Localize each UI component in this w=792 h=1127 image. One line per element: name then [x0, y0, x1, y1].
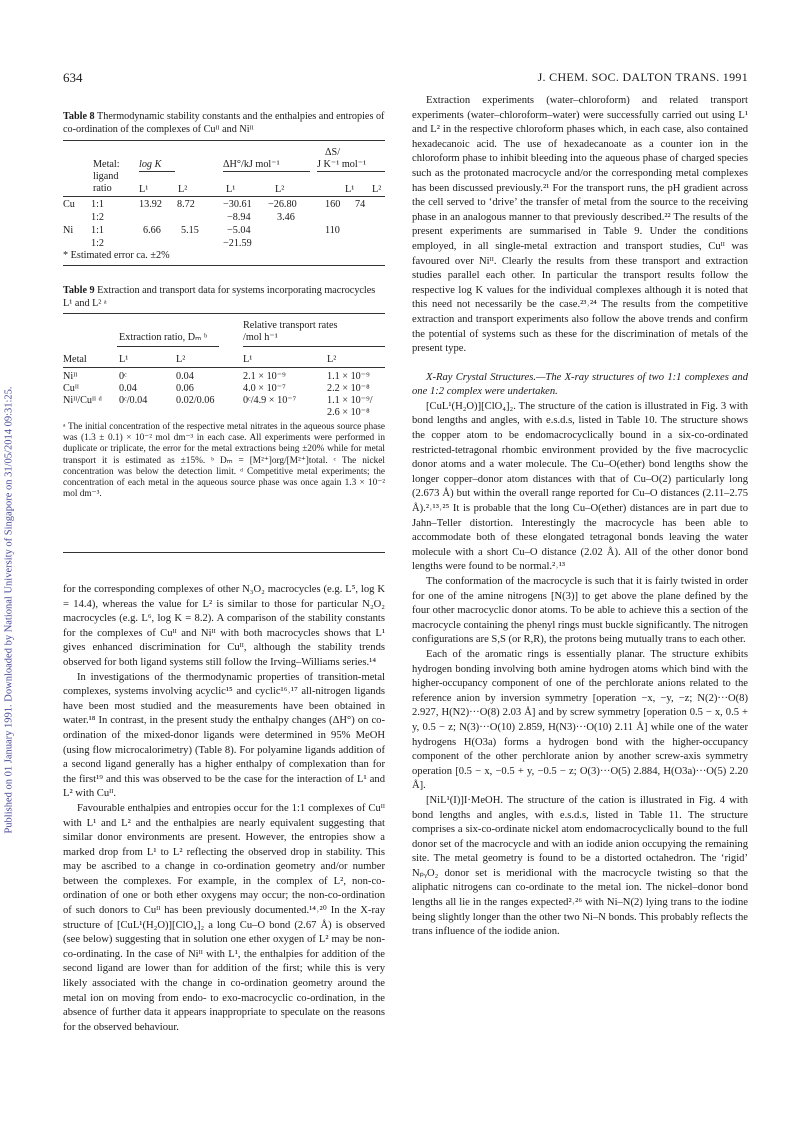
table9-r3-metal: Niᴵᴵ/Cuᴵᴵ ᵈ: [63, 395, 102, 406]
table8-r3-logk1: 6.66: [143, 225, 161, 236]
table8-r3-ds1: 110: [325, 225, 340, 236]
table8-r3-ratio: 1:1: [91, 225, 105, 236]
table9-caption-text: Extraction and transport data for systems incorporating macrocycles L¹ and L² ᵃ: [63, 285, 376, 309]
table8-r1-metal: Cu: [63, 199, 75, 210]
table9-r3-ext2: 0.02/0.06: [176, 395, 215, 406]
table8-r1-ratio: 1:1: [91, 199, 105, 210]
table8-ds-rule: [317, 171, 385, 172]
table9-head-rule: [63, 367, 385, 368]
table8-ds-l1: L¹: [345, 184, 355, 195]
table9-bottom-rule: [63, 552, 385, 553]
table8-head-ds2: J K⁻¹ mol⁻¹: [317, 159, 367, 170]
table8-top-rule: [63, 140, 385, 141]
table9-r3-tr1: 0ᶜ/4.9 × 10⁻⁷: [243, 395, 297, 406]
right-paragraph-2: X-Ray Crystal Structures.—The X-ray structures of two 1:1 complexes and one 1:2 complex were undertaken.: [412, 371, 748, 398]
table8-footnote: * Estimated error ca. ±2%: [63, 250, 170, 261]
table9-r2-tr1: 4.0 × 10⁻⁷: [243, 383, 286, 394]
table8-caption-text: Thermodynamic stability constants and the enthalpies and entropies of co-ordination of the complexes of Cuᴵᴵ and Niᴵᴵ: [63, 111, 385, 135]
table8-r1-dh2: −26.80: [268, 199, 297, 210]
right-paragraph-6: [NiL¹(I)]I·MeOH. The structure of the cation is illustrated in Fig. 4 with bond lengths and angles, with e.s.d.s, listed in Table 11. The structure comprises a six-co-ordinate nickel atom endomacrocyclically bound to the full donor set of the macrocycle and with an iodide anion occupying the remaining site. The metal geometry is found to be a distorted octahedron. The ‘rigid’ NₚᵧO₂ donor set is meridional with the macrocycle twisting so that the aliphatic nitrogens can co-ordinate to the metal ion. The nickel–donor bond lengths all lie in the ranges expected²˒²⁶ with Ni–N(2) lying trans to the iodine being slightly longer than the other two Ni–N bonds. This probably reflects the trans influence of the iodide anion.: [412, 794, 748, 938]
download-notice-text: Published on 01 January 1991. Downloaded by National University of Singapore on 31/05/2014 09:31:25.: [3, 386, 15, 834]
table8-head-dh: ΔH°/kJ mol⁻¹: [223, 159, 280, 170]
table9-ext-l2: L²: [176, 354, 186, 365]
right-column-text: [412, 94, 748, 940]
table8-dh-l1: L¹: [226, 184, 236, 195]
table9-head-metal: Metal: [63, 354, 87, 365]
table9-tr-l1: L¹: [243, 354, 253, 365]
table8-r1-dh1: −30.61: [223, 199, 252, 210]
table8-r4-ratio: 1:2: [91, 238, 105, 249]
table8-r3-metal: Ni: [63, 225, 74, 236]
table9-r2-tr2: 2.2 × 10⁻⁸: [327, 383, 370, 394]
table9-r2-ext1: 0.04: [119, 383, 137, 394]
table8-r2-dh2: 3.46: [277, 212, 295, 223]
table9-head-extraction: Extraction ratio, Dₘ ᵇ: [119, 332, 208, 343]
right-paragraph-5: Each of the aromatic rings is essentially planar. The structure exhibits hydrogen bonding involving both amine hydrogen atoms which bind with the higher-occupancy component of one of the perchlorate anions related to the reference anion by inversion symmetry [operation −x, −y, −z; N(2)···O(8) 2.927, H(N2)···O(8) 2.03 Å] and by screw symmetry [operation 0.5 − x, 0.5 + y, 0.5 − z; N(3)···O(10) 2.859, H(N3)···O(10) 2.11 Å] while one of the water hydrogens H(O3a) forms a hydrogen bond with the higher-occupancy component of the other perchlorate anion by another screw-axis symmetry operation [0.5 − x, −0.5 + y, −0.5 − z; O(3)···O(5) 2.884, H(O3a)···O(5) 2.20 Å].: [412, 648, 748, 792]
left-paragraph-3: Favourable enthalpies and entropies occur for the 1:1 complexes of Cuᴵᴵ with L¹ and L² and the enthalpies are nearly equivalent suggesting that similar donor environments are present. However, the entropies show a marked drop from L¹ to L² reflecting the observed drop in stability. This may be ascribed to a change in co-ordination geometry and/or number between the complexes. For example, in the complex of L², non-co-ordination of one or both ether oxygens may occur; the non-co-ordination of such donors to Cuᴵᴵ has been previously documented.¹⁴˒²⁰ In the X-ray structure of [CuL¹(H₂O)][ClO₄]₂ a long Cu–O bond (2.67 Å) is observed (see below) suggesting that in solution one ether oxygen of L² may be non-co-ordinating. In the case of Niᴵᴵ with L¹, the enthalpies for addition of the second ligand are lower than for addition of the first; while this is very likely associated with the change in co-ordination geometry around the metal ion on moving from endo- to exo-macrocyclic co-ordination, in the absence of further data it appears inappropriate to speculate on the reasons for the observed behaviour.: [63, 802, 385, 1033]
left-column-text: [63, 583, 385, 1035]
table8-head-ratio: ratio: [93, 183, 112, 194]
table8-r1-logk1: 13.92: [139, 199, 162, 210]
table9-head-transport1: Relative transport rates: [243, 320, 338, 331]
table9-r1-ext1: 0ᶜ: [119, 371, 127, 382]
journal-header: J. CHEM. SOC. DALTON TRANS. 1991: [537, 70, 748, 84]
page-number: 634: [63, 70, 83, 85]
table9-r3-tr2: 1.1 × 10⁻⁹/: [327, 395, 373, 406]
table8-logk-rule: [139, 171, 175, 172]
table9-r4-tr2: 2.6 × 10⁻⁸: [327, 407, 370, 418]
table8-r1-logk2: 8.72: [177, 199, 195, 210]
table8-r2-dh1: −8.94: [227, 212, 251, 223]
table9-transport-rule: [243, 346, 385, 347]
right-paragraph-1: Extraction experiments (water–chloroform) and related transport experiments (water–chloroform–water) were successfully carried out using L¹ and L² in the respective chloroform phases which, in each case, also contained hexadecanoic acid. The use of hexadecanoate as a counter ion in the chloroform phase to inhibit bleeding into the aqueous phase of charged species such as the protonated macrocycle and/or the corresponding metal complexes has been discussed previously.²¹ For the transport runs, the pH gradient across the cell served to ‘drive’ the transfer of metal from the source to the receiving phase in an analogous manner to that previously described.²² The results of the present experiments are summarised in Table 9. Under the conditions employed, in all single-metal extraction and transport studies, Cuᴵᴵ was favoured over Niᴵᴵ. Clearly the results from these transport and extraction studies parallel each other. In particular the transport results follow the respective log K values for the individual complexes although it is noted that this need not necessarily be the case.²³˒²⁴ The results from the competitive extraction and transport experiments also follow the above trends and confirm the potential of systems such as these for the discrimination of metals of the present type.: [412, 95, 748, 355]
table8-logk-l1: L¹: [139, 184, 149, 195]
table8-r1-ds2: 74: [355, 199, 366, 210]
table8-caption: [63, 110, 385, 136]
table8-head-ligand: ligand: [93, 171, 119, 182]
table9-r1-metal: Niᴵᴵ: [63, 371, 78, 382]
table9-r1-ext2: 0.04: [176, 371, 194, 382]
table8-head-rule: [63, 196, 385, 197]
table8-r4-dh1: −21.59: [223, 238, 252, 249]
table8-logk-l2: L²: [178, 184, 188, 195]
table8-r2-ratio: 1:2: [91, 212, 105, 223]
table9-head-transport2: /mol h⁻¹: [243, 332, 278, 343]
right-paragraph-3: [CuL¹(H₂O)][ClO₄]₂. The structure of the cation is illustrated in Fig. 3 with bond lengths and angles, with e.s.d.s, listed in Table 10. The structure shows the copper atom to be endomacrocyclically bound in a six-co-ordinated restricted-tetragonal rhombic environment provided by the five macrocyclic donor atoms and a water molecule. The Cu–O(ether) bond lengths show the longer copper–donor atom distances with that of Cu–O(2) particularly long (2.673 Å) but within the overall range reported for Cu–O distances (2.11–2.75 Å).²˒¹³˒²⁵ It is probable that the long Cu–O(ether) distances are in part due to Jahn–Teller distortion. Interestingly the macrocycle has been able to accommodate both of these elongated tetragonal bonds leaving the water molecule with a short Cu–O distance (2.02 Å). All of the other donor bond lengths were found to be normal.²˒¹³: [412, 400, 748, 573]
left-paragraph-2: In investigations of the thermodynamic properties of transition-metal complexes, systems involving acyclic¹⁵ and cyclic¹⁶˒¹⁷ all-nitrogen ligands have been most studied and the measurements have been obtained in water.¹⁸ In contrast, in the present study the enthalpy changes (ΔH°) on co-ordination of the mixed-donor ligands were determined in 95% MeOH (using flow microcalorimetry) (Table 8). For polyamine ligands addition of a second ligand generally has a higher enthalpy of complexation than for the first¹⁹ and this was observed to be the case for the interaction of L¹ and L² with Cuᴵᴵ.: [63, 671, 385, 800]
left-paragraph-1: for the corresponding complexes of other N₃O₂ macrocycles (e.g. L⁵, log K = 14.4), whereas the value for L² is similar to those for particular N₂O₂ macrocycles (e.g. L⁶, log K = 8.2). A comparison of the stability constants for the complexes of Cuᴵᴵ and Niᴵᴵ with both macrocycles shows that L¹ gives enhanced discrimination for Cuᴵᴵ, although the stability trends observed for both ligand systems still follow the Irving–Williams series.¹⁴: [63, 584, 385, 668]
table9-ext-l1: L¹: [119, 354, 129, 365]
table9-footnote: ᵃ The initial concentration of the respective metal nitrates in the aqueous source phase was (1.3 ± 0.1) × 10⁻² mol dm⁻³ in each case. All experiments were performed in duplicate or triplicate, the error for the metal extractions being ±20% while for metal transport it is estimated as ±15%. ᵇ Dₘ = [M²⁺]org/[M²⁺]total. ᶜ The nickel concentration was below the detection limit. ᵈ Competitive metal experiments; the concentration of each metal in the aqueous source phase was once again 1.3 × 10⁻² mol dm⁻³.: [63, 422, 385, 500]
table8-dh-rule: [223, 171, 310, 172]
table8-r3-logk2: 5.15: [181, 225, 199, 236]
download-notice-sidebar: [2, 170, 16, 1050]
table9-caption-label: Table 9: [63, 285, 95, 296]
table8-bottom-rule: [63, 265, 385, 266]
table8-r1-ds1: 160: [325, 199, 341, 210]
table8-caption-label: Table 8: [63, 111, 95, 122]
table9-caption: [63, 284, 385, 310]
table8-ds-l2: L²: [372, 184, 382, 195]
table9-top-rule: [63, 313, 385, 314]
table9-r1-tr2: 1.1 × 10⁻⁹: [327, 371, 370, 382]
table8-r3-dh1: −5.04: [227, 225, 251, 236]
table9-r2-metal: Cuᴵᴵ: [63, 383, 79, 394]
table8-head-ds1: ΔS/: [325, 147, 341, 158]
table9-r2-ext2: 0.06: [176, 383, 194, 394]
table9-r1-tr1: 2.1 × 10⁻⁹: [243, 371, 286, 382]
table9-r3-ext1: 0ᶜ/0.04: [119, 395, 148, 406]
table8-head-metal: Metal:: [93, 159, 120, 170]
right-paragraph-4: The conformation of the macrocycle is such that it is fairly twisted in order for one of the amine nitrogens [N(3)] to get above the plane defined by the four other macrocyclic donor atoms. To be able to achieve this a section of the macrocycle containing the phenyl rings must buckle significantly. The nitrogen configurations are S,S (or R,R), the protons being mutually trans to each other.: [412, 576, 748, 646]
table9-extraction-rule: [117, 346, 219, 347]
table8-dh-l2: L²: [275, 184, 285, 195]
table9-tr-l2: L²: [327, 354, 337, 365]
table8-head-logk: log K: [139, 159, 162, 170]
